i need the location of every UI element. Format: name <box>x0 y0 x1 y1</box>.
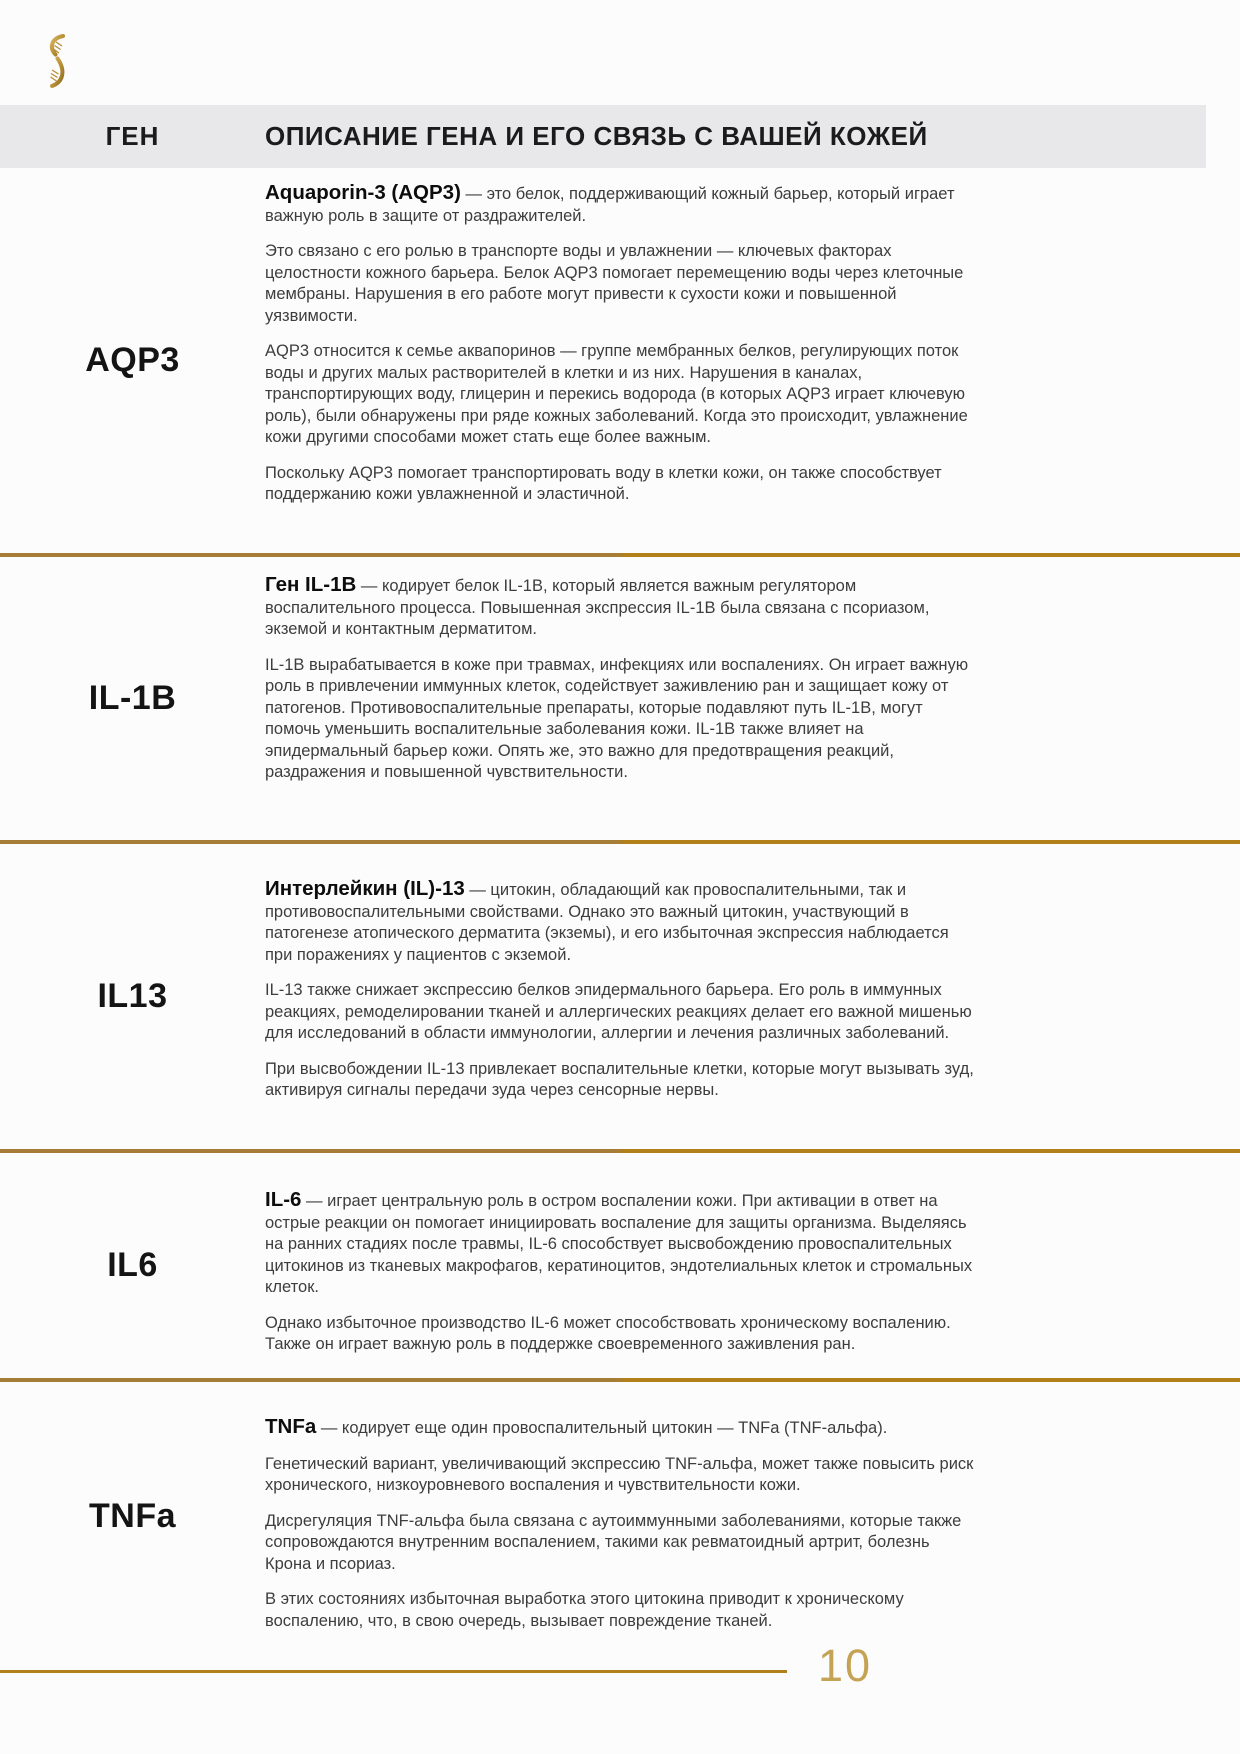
gene-paragraph <box>265 463 980 506</box>
gene-text: — это белок, поддерживающий кожный барьер, который играет важную роль в защите от раздражителей. <box>265 185 955 225</box>
gene-lead: Aquaporin-3 (AQP3) <box>265 181 461 204</box>
gene-section-il1b <box>0 557 1240 840</box>
gene-paragraph <box>265 1454 980 1497</box>
gene-paragraph <box>265 1511 980 1576</box>
gene-paragraph <box>265 241 980 327</box>
gene-text: Однако избыточное производство IL-6 может способствовать хроническому воспалению. Также он играет важную роль в поддержке своевременного заживления ран. <box>265 1313 951 1353</box>
gene-lead: Ген IL-1B <box>265 573 357 596</box>
gene-description <box>265 1153 980 1378</box>
gene-description <box>265 557 980 840</box>
gene-paragraph <box>265 1589 980 1632</box>
gene-paragraph <box>265 655 980 784</box>
gene-section-tnfa <box>0 1382 1240 1650</box>
dna-helix-icon <box>44 32 70 90</box>
gene-name: IL13 <box>97 977 168 1015</box>
gene-text: — цитокин, обладающий как провоспалительными, так и противовоспалительными свойствами. Однако это важный цитокин, участвующий в патогенезе атопического дерматита (экземы), и его избыточная экспрессия наблюдается при поражениях у пациентов с экземой. <box>265 881 949 964</box>
gene-text: — кодирует еще один провоспалительный цитокин — TNFa (TNF-альфа). <box>316 1419 888 1437</box>
table-header-description: ОПИСАНИЕ ГЕНА И ЕГО СВЯЗЬ С ВАШЕЙ КОЖЕЙ <box>265 121 928 151</box>
gene-description <box>265 168 980 553</box>
gene-paragraph <box>265 182 980 227</box>
gene-section-aqp3 <box>0 168 1240 553</box>
footer-gold-line <box>0 1670 787 1673</box>
gene-lead: IL-6 <box>265 1188 302 1211</box>
gene-paragraph <box>265 1313 980 1356</box>
gene-text: Генетический вариант, увеличивающий экспрессию TNF-альфа, может также повысить риск хронического, низкоуровневого воспаления и чувствительности кожи. <box>265 1454 974 1494</box>
gene-text: При высвобождении IL-13 привлекает воспалительные клетки, которые могут вызывать зуд, активируя сигналы передачи зуда через сенсорные нервы. <box>265 1059 974 1099</box>
gene-name: IL6 <box>107 1246 158 1284</box>
table-header-row <box>0 105 1206 168</box>
gene-text: IL-1B вырабатывается в коже при травмах, инфекциях или воспалениях. Он играет важную роль в привлечении иммунных клеток, содействует заживлению ран и защищает кожу от патогенов. Противовоспалительные препараты, которые подавляют путь IL-1B, могут помочь уменьшить воспалительные заболевания кожи. IL-1B также влияет на эпидермальный барьер кожи. Опять же, это важно для предотвращения реакций, раздражения и повышенной чувствительности. <box>265 655 969 781</box>
gene-text: Дисрегуляция TNF-альфа была связана с аутоиммунными заболеваниями, которые также сопровождаются внутренним воспалением, такими как ревматоидный артрит, болезнь Крона и псориаз. <box>265 1511 962 1573</box>
gene-text: Это связано с его ролью в транспорте воды и увлажнении — ключевых факторах целостности кожного барьера. Белок AQP3 помогает перемещению воды через клеточные мембраны. Нарушения в его работе могут привести к сухости кожи и повышенной уязвимости. <box>265 242 964 325</box>
gene-paragraph <box>265 878 980 966</box>
gene-text: — играет центральную роль в остром воспалении кожи. При активации в ответ на острые реакции он помогает инициировать воспаление для защиты организма. Выделяясь на ранних стадиях после травмы, IL-6 способствует высвобождению провоспалительных цитокинов из тканевых макрофагов, кератиноцитов, эндотелиальных клеток и стромальных клеток. <box>265 1192 973 1296</box>
gene-paragraph <box>265 574 980 641</box>
gene-text: — кодирует белок IL-1B, который является важным регулятором воспалительного процесса. Повышенная экспрессия IL-1B была связана с псориазом, экземой и контактным дерматитом. <box>265 577 930 638</box>
gene-paragraph <box>265 341 980 449</box>
gene-paragraph <box>265 980 980 1045</box>
gene-section-il13 <box>0 844 1240 1149</box>
page-number: 10 <box>818 1640 873 1691</box>
gene-text: IL-13 также снижает экспрессию белков эпидермального барьера. Его роль в иммунных реакциях, ремоделировании тканей и аллергических реакциях делает его важной мишенью для исследований в области иммунологии, аллергии и лечения различных заболеваний. <box>265 981 972 1042</box>
gene-name: AQP3 <box>85 341 180 379</box>
gene-name: TNFa <box>89 1496 176 1535</box>
gene-paragraph <box>265 1416 980 1440</box>
table-header-gene: ГЕН <box>105 121 160 151</box>
gene-paragraph <box>265 1189 980 1299</box>
gene-section-il6 <box>0 1153 1240 1378</box>
gene-lead: Интерлейкин (IL)-13 <box>265 877 465 900</box>
gene-text: В этих состояниях избыточная выработка этого цитокина приводит к хроническому воспалению, что, в свою очередь, вызывает повреждение тканей. <box>265 1590 904 1630</box>
gene-text: AQP3 относится к семье аквапоринов — группе мембранных белков, регулирующих поток воды и других малых растворителей в клетки и из них. Нарушения в каналах, транспортирующих воду, глицерин и перекись водорода (в которых AQP3 играет ключевую роль), были обнаружены при ряде кожных заболеваний. Когда это происходит, увлажнение кожи другими способами может стать еще более важным. <box>265 342 968 446</box>
gene-text: Поскольку AQP3 помогает транспортировать воду в клетки кожи, он также способствует поддержанию кожи увлажненной и эластичной. <box>265 463 942 503</box>
gene-table <box>0 168 1240 1650</box>
gene-description <box>265 1382 980 1650</box>
gene-name: IL-1B <box>88 679 177 717</box>
gene-lead: TNFa <box>265 1415 317 1438</box>
gene-paragraph <box>265 1059 980 1102</box>
gene-description <box>265 844 980 1149</box>
